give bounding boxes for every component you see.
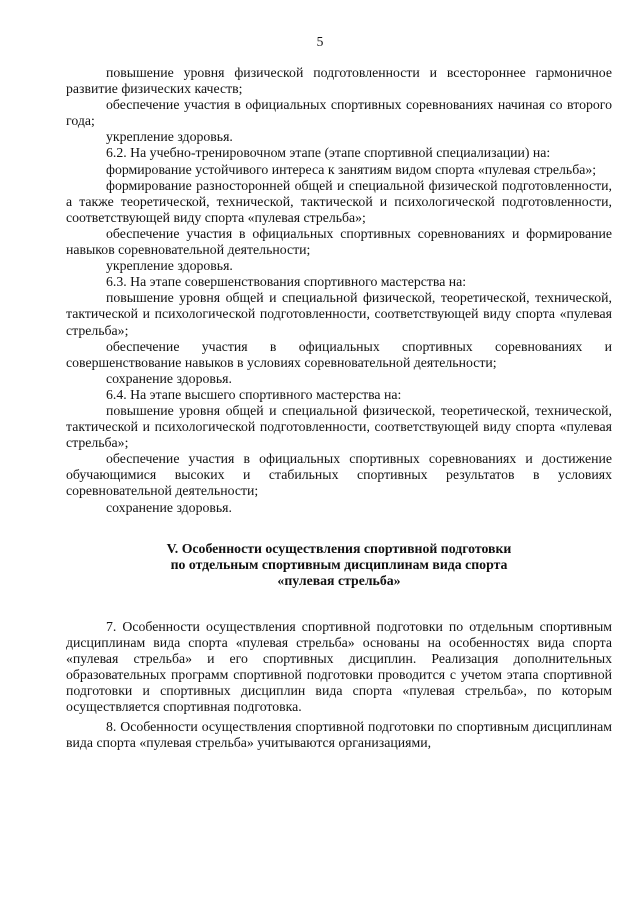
paragraph: сохранение здоровья. [106,499,232,515]
paragraph: повышение уровня общей и специальной физической, теоретической, технической, тактической и психологической подготовленности, соответствующей виду спорта «пулевая стрельба»; [66,290,612,338]
paragraph: укрепление здоровья. [106,129,233,145]
paragraph: 8. Особенности осуществления спортивной подготовки по спортивным дисциплинам вида спорта «пулевая стрельба» учитываются организациями, [66,719,612,751]
clause-heading: 6.2. На учебно-тренировочном этапе (этапе спортивной специализации) на: [106,145,551,161]
paragraph: 7. Особенности осуществления спортивной подготовки по отдельным спортивным дисциплинам вида спорта «пулевая стрельба» основаны на особенностях вида спорта «пулевая стрельба» и его спортивных дисциплин. Реализация дополнительных образовательных программ спортивной подготовки проводится с учетом этапа спортивной подготовки и спортивных дисциплин вида спорта «пулевая стрельба», по которым осуществляется спортивная подготовка. [66,618,612,714]
paragraph: обеспечение участия в официальных спортивных соревнованиях и совершенствование навыков в условиях соревновательной деятельности; [66,338,612,370]
paragraph: укрепление здоровья. [106,258,233,274]
section-title-line: V. Особенности осуществления спортивной подготовки [166,540,512,556]
paragraph: формирование устойчивого интереса к занятиям видом спорта «пулевая стрельба»; [106,161,597,177]
document-body [66,65,612,751]
section-title-line: «пулевая стрельба» [277,573,401,589]
clause-heading: 6.4. На этапе высшего спортивного мастерства на: [106,386,402,402]
section-title [66,541,612,590]
clause-heading: 6.3. На этапе совершенствования спортивного мастерства на: [106,274,467,290]
section-title-line: по отдельным спортивным дисциплинам вида спорта [170,556,508,572]
paragraph: формирование разносторонней общей и специальной физической подготовленности, а также теоретической, технической, тактической и психологической подготовленности, соответствующей виду спорта «пулевая стрельба»; [66,177,612,225]
paragraph: обеспечение участия в официальных спортивных соревнованиях и достижение обучающимися высоких и стабильных спортивных результатов в условиях соревновательной деятельности; [66,451,612,499]
paragraph: обеспечение участия в официальных спортивных соревнованиях и формирование навыков соревновательной деятельности; [66,225,612,258]
paragraph: повышение уровня физической подготовленности и всестороннее гармоничное развитие физических качеств; [66,65,612,97]
page-number: 5 [316,34,324,49]
paragraph: сохранение здоровья. [106,370,232,386]
paragraph: повышение уровня общей и специальной физической, теоретической, технической, тактической и психологической подготовленности, соответствующей виду спорта «пулевая стрельба»; [66,402,612,451]
paragraph: обеспечение участия в официальных спортивных соревнованиях начиная со второго года; [66,97,612,129]
